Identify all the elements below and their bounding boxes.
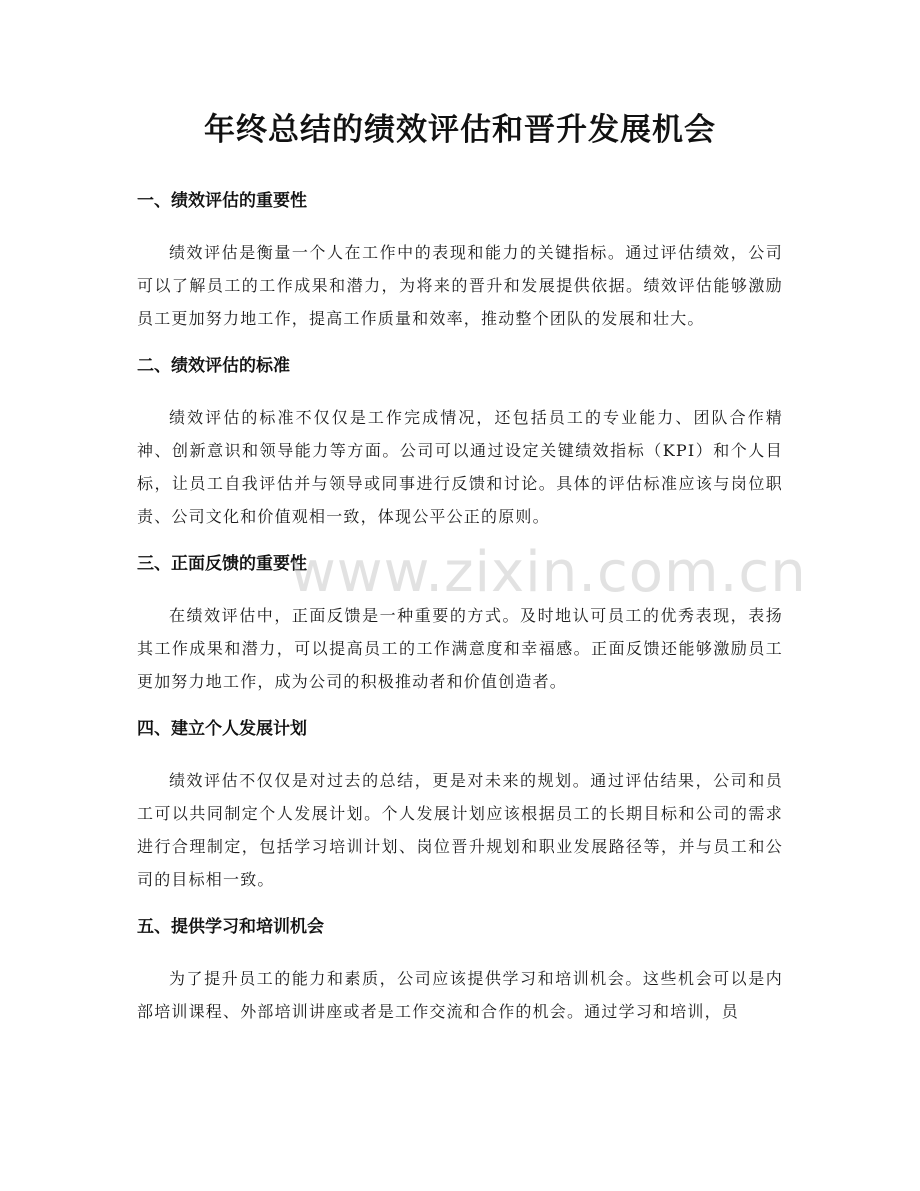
section-paragraph: 为了提升员工的能力和素质，公司应该提供学习和培训机会。这些机会可以是内部培训课程、外部培训讲座或者是工作交流和合作的机会。通过学习和培训，员 <box>137 969 783 1021</box>
section-heading: 三、正面反馈的重要性 <box>137 554 307 574</box>
section-heading: 二、绩效评估的标准 <box>137 356 290 376</box>
section-heading: 一、绩效评估的重要性 <box>137 191 307 211</box>
section-3 <box>137 549 783 698</box>
section-paragraph: 绩效评估的标准不仅仅是工作完成情况，还包括员工的专业能力、团队合作精神、创新意识和领导能力等方面。公司可以通过设定关键绩效指标（KPI）和个人目标，让员工自我评估并与领导或同事进行反馈和讨论。具体的评估标准应该与岗位职责、公司文化和价值观相一致，体现公平公正的原则。 <box>137 408 783 526</box>
section-paragraph: 绩效评估是衡量一个人在工作中的表现和能力的关键指标。通过评估绩效，公司可以了解员工的工作成果和潜力，为将来的晋升和发展提供依据。绩效评估能够激励员工更加努力地工作，提高工作质量和效率，推动整个团队的发展和壮大。 <box>137 243 783 328</box>
document-content <box>137 186 783 1044</box>
section-1 <box>137 186 783 335</box>
section-paragraph: 绩效评估不仅仅是对过去的总结，更是对未来的规划。通过评估结果，公司和员工可以共同制定个人发展计划。个人发展计划应该根据员工的长期目标和公司的需求进行合理制定，包括学习培训计划、岗位晋升规划和职业发展路径等，并与员工和公司的目标相一致。 <box>137 771 783 889</box>
document-title: 年终总结的绩效评估和晋升发展机会 <box>204 112 716 148</box>
section-5 <box>137 912 783 1028</box>
section-heading: 五、提供学习和培训机会 <box>137 917 324 937</box>
watermark: www.zixin.com.cn <box>290 540 807 605</box>
section-2 <box>137 351 783 533</box>
section-4 <box>137 714 783 896</box>
section-heading: 四、建立个人发展计划 <box>137 719 307 739</box>
section-paragraph: 在绩效评估中，正面反馈是一种重要的方式。及时地认可员工的优秀表现，表扬其工作成果和潜力，可以提高员工的工作满意度和幸福感。正面反馈还能够激励员工更加努力地工作，成为公司的积极推动者和价值创造者。 <box>137 606 783 691</box>
